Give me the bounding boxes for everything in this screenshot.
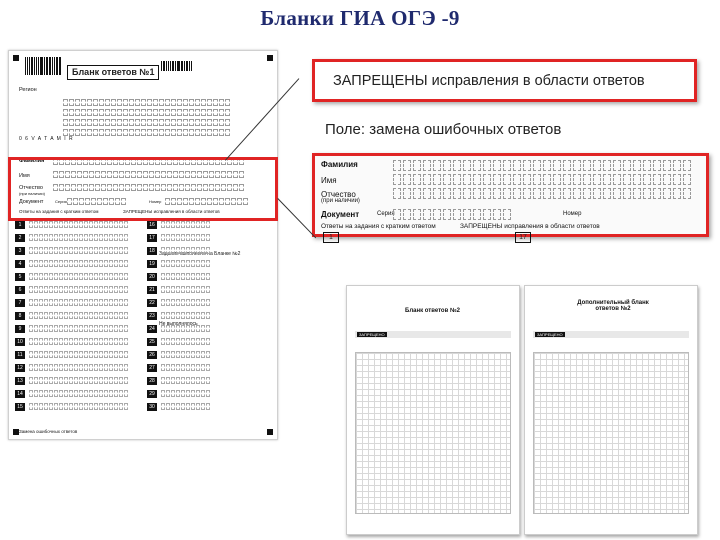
question-number: 7 — [15, 299, 25, 307]
sheet-banner — [355, 331, 511, 338]
zoom-q17: 17 — [515, 232, 531, 243]
question-number: 1 — [15, 221, 25, 229]
short-answers-label: Ответы на задания с кратким ответом — [19, 209, 99, 214]
zoom-short-answers: Ответы на задания с кратким ответом — [321, 223, 436, 230]
input-cells — [63, 99, 230, 106]
question-number: 29 — [147, 390, 157, 398]
sheet-banner-text: ЗАПРЕЩЕНО — [537, 332, 563, 337]
question-number: 14 — [15, 390, 25, 398]
sheet-banner-text: ЗАПРЕЩЕНО — [359, 332, 385, 337]
question-number: 22 — [147, 299, 157, 307]
zoom-prohibited: ЗАПРЕЩЕНЫ исправления в области ответов — [460, 223, 600, 230]
answer-cells — [29, 299, 128, 306]
answer-cells — [29, 221, 128, 228]
sheet-banner — [533, 331, 689, 338]
question-number: 3 — [15, 247, 25, 255]
series-label: Серия — [55, 199, 67, 204]
replacement-field-highlight — [8, 157, 278, 221]
question-number: 5 — [15, 273, 25, 281]
zoom-name-label: Имя — [321, 176, 337, 185]
answer-cells — [29, 390, 128, 397]
zoom-patronymic-note: (при наличии) — [321, 198, 360, 204]
answer-cells — [161, 221, 210, 228]
answer-cells — [161, 273, 210, 280]
question-number: 16 — [147, 221, 157, 229]
question-number: 26 — [147, 351, 157, 359]
answer-cells — [161, 260, 210, 267]
input-cells — [63, 119, 230, 126]
answer-cells — [161, 403, 210, 410]
patronymic-label: Отчество — [19, 185, 43, 191]
zoomed-form-region — [312, 153, 709, 241]
corner-marker — [267, 429, 273, 435]
question-number: 30 — [147, 403, 157, 411]
question-number: 15 — [15, 403, 25, 411]
answer-cells — [29, 338, 128, 345]
question-number: 23 — [147, 312, 157, 320]
question-number: 11 — [15, 351, 25, 359]
question-number: 9 — [15, 325, 25, 333]
page-title: Бланки ГИА ОГЭ -9 — [260, 6, 460, 30]
question-number: 13 — [15, 377, 25, 385]
question-number: 21 — [147, 286, 157, 294]
zoom-input-cells — [393, 209, 511, 220]
zoom-input-cells — [393, 174, 691, 185]
answer-cells — [29, 312, 128, 319]
answer-cells — [161, 234, 210, 241]
zoom-number-label: Номер — [563, 211, 582, 217]
question-number: 4 — [15, 260, 25, 268]
answer-cells — [29, 377, 128, 384]
answer-cells — [29, 325, 128, 332]
barcode — [161, 61, 191, 71]
zoom-series-label: Серия — [377, 211, 395, 217]
answer-cells — [161, 351, 210, 358]
input-cells — [63, 109, 230, 116]
number-label: Номер — [149, 199, 162, 204]
answer-form-1 — [8, 50, 278, 440]
sheet-title: Дополнительный бланк ответов №2 — [577, 300, 649, 312]
region-label: Регион — [19, 87, 37, 93]
answer-cells — [161, 247, 210, 254]
answer-cells — [161, 364, 210, 371]
document-label: Документ — [19, 199, 44, 205]
question-number: 2 — [15, 234, 25, 242]
answer-cells — [161, 338, 210, 345]
answer-grid — [355, 352, 511, 514]
answer-cells — [29, 286, 128, 293]
input-cells — [63, 129, 230, 136]
zoom-input-cells — [393, 188, 691, 199]
answer-grid — [533, 352, 689, 514]
field-callout-text: Поле: замена ошибочных ответов — [325, 121, 562, 138]
answer-cells — [161, 377, 210, 384]
answer-cells — [161, 325, 210, 332]
answer-cells — [29, 247, 128, 254]
zoom-document-label: Документ — [321, 210, 360, 219]
question-number: 27 — [147, 364, 157, 372]
answer-cells — [29, 364, 128, 371]
barcode — [25, 57, 61, 75]
answer-cells — [29, 273, 128, 280]
name-label: Имя — [19, 173, 30, 179]
answer-cells — [161, 390, 210, 397]
question-number: 18 — [147, 247, 157, 255]
connector-line — [277, 198, 316, 238]
answer-cells — [29, 351, 128, 358]
replacement-label: Замена ошибочных ответов — [19, 429, 78, 434]
corner-marker — [267, 55, 273, 61]
answer-cells — [161, 312, 210, 319]
corner-marker — [13, 55, 19, 61]
answer-cells — [161, 299, 210, 306]
form-title: Бланк ответов №1 — [67, 65, 159, 80]
zoom-input-cells — [393, 160, 691, 171]
not-done-label: Не выполнялось — [159, 321, 198, 327]
zoom-surname-label: Фамилия — [321, 160, 358, 169]
question-number: 24 — [147, 325, 157, 333]
question-number: 8 — [15, 312, 25, 320]
task-done-label: Задание выполнено на Бланке №2 — [159, 251, 241, 257]
question-number: 12 — [15, 364, 25, 372]
question-number: 28 — [147, 377, 157, 385]
sample-letters: 0 6 V A T A M I R — [19, 136, 74, 142]
question-number: 6 — [15, 286, 25, 294]
zoom-patronymic-label: Отчество — [321, 190, 356, 199]
question-number: 25 — [147, 338, 157, 346]
sheet-title: Бланк ответов №2 — [405, 308, 460, 314]
additional-answer-sheet-2 — [524, 285, 698, 535]
answer-cells — [29, 260, 128, 267]
answer-cells — [29, 234, 128, 241]
prohibited-callout — [312, 59, 697, 102]
patronymic-note: (при наличии) — [19, 191, 45, 196]
prohibited-callout-text: ЗАПРЕЩЕНЫ исправления в области ответов — [333, 73, 645, 89]
prohibited-small-label: ЗАПРЕЩЕНЫ исправления в области ответов — [123, 209, 220, 214]
question-number: 20 — [147, 273, 157, 281]
answer-cells — [29, 403, 128, 410]
question-number: 17 — [147, 234, 157, 242]
answer-sheet-2 — [346, 285, 520, 535]
zoom-q1: 1 — [323, 232, 339, 243]
answer-cells — [161, 286, 210, 293]
question-number: 19 — [147, 260, 157, 268]
question-number: 10 — [15, 338, 25, 346]
surname-label: Фамилия — [19, 158, 45, 164]
